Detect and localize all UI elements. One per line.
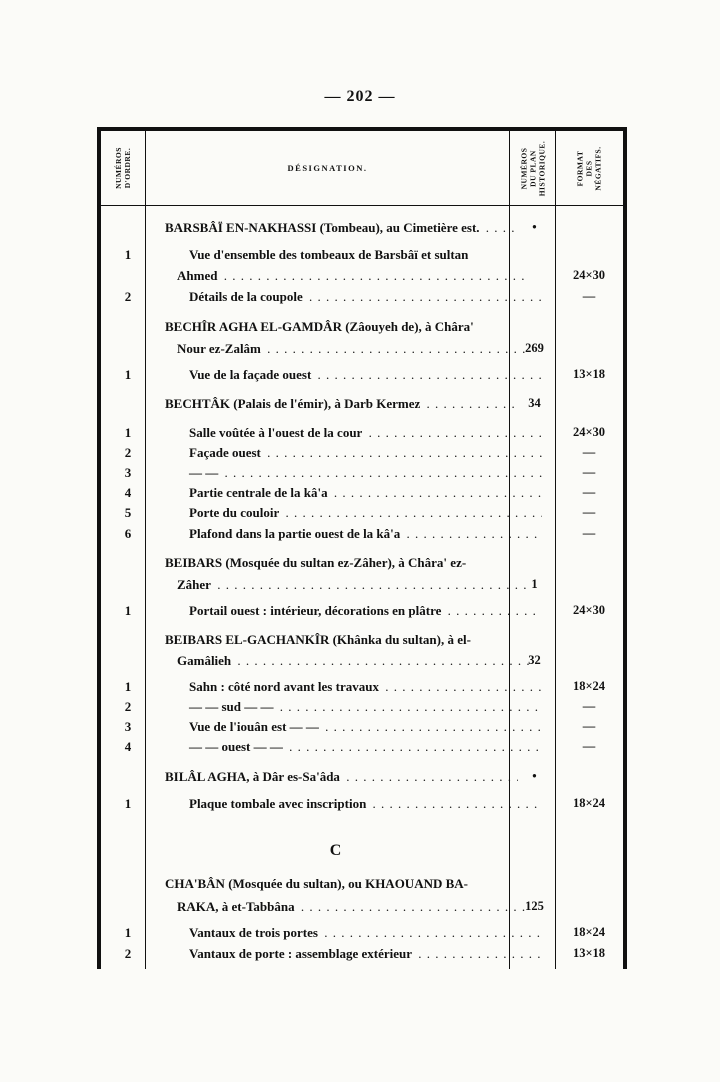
table-row bbox=[97, 218, 627, 237]
row-designation-text: BARSBÂÏ EN-NAKHASSI (Tombeau), au Cimetière est. bbox=[165, 220, 480, 235]
row-designation-text: Porte du couloir bbox=[189, 505, 280, 520]
row-negative-format: — bbox=[582, 289, 596, 303]
table-row bbox=[97, 365, 627, 384]
header-numeros-plan-line2: DU PLAN bbox=[528, 149, 537, 187]
row-number: 3 bbox=[124, 719, 132, 734]
row-designation bbox=[159, 630, 518, 649]
row-number: 1 bbox=[124, 425, 132, 440]
table-row bbox=[97, 897, 627, 916]
row-designation-text: BECHÎR AGHA EL-GAMDÂR (Zâouyeh de), à Châra' bbox=[165, 319, 474, 334]
row-negative-format: 18×24 bbox=[572, 679, 606, 693]
row-designation bbox=[159, 697, 542, 716]
row-designation bbox=[159, 717, 542, 736]
row-designation-text: Salle voûtée à l'ouest de la cour bbox=[189, 425, 363, 440]
row-designation-text: — — ouest — — bbox=[189, 739, 283, 754]
table-row bbox=[97, 463, 627, 482]
row-designation-text: — — sud — — bbox=[189, 699, 274, 714]
row-designation bbox=[159, 423, 542, 442]
row-negative-format: — bbox=[582, 699, 596, 713]
table-row bbox=[97, 503, 627, 522]
header-format-negatifs-line3: NÉGATIFS. bbox=[593, 145, 603, 191]
row-designation-text: Nour ez-Zalâm bbox=[177, 341, 261, 356]
row-designation-text: Plaque tombale avec inscription bbox=[189, 796, 367, 811]
row-designation bbox=[159, 524, 542, 543]
table-row bbox=[97, 317, 627, 336]
header-numeros-plan-line3: HISTORIQUE. bbox=[537, 140, 546, 196]
table-row bbox=[97, 245, 627, 264]
row-designation bbox=[159, 897, 530, 916]
row-designation bbox=[159, 245, 542, 264]
header-format-negatifs bbox=[556, 131, 623, 205]
table-row bbox=[97, 423, 627, 442]
row-negative-format: — bbox=[582, 445, 596, 459]
header-designation bbox=[146, 131, 509, 205]
row-number: 1 bbox=[124, 925, 132, 940]
table-row bbox=[97, 717, 627, 736]
row-plan-number: 1 bbox=[531, 577, 538, 591]
row-designation bbox=[159, 794, 542, 813]
row-negative-format: 13×18 bbox=[572, 946, 606, 960]
header-designation-label: DÉSIGNATION. bbox=[287, 163, 368, 173]
row-designation-text: BILÂL AGHA, à Dâr es-Sa'âda bbox=[165, 769, 340, 784]
row-number: 4 bbox=[124, 739, 132, 754]
table-row bbox=[97, 553, 627, 572]
table-row bbox=[97, 575, 627, 594]
table-row bbox=[97, 944, 627, 963]
table-row bbox=[97, 266, 627, 285]
table-row bbox=[97, 287, 627, 306]
row-designation bbox=[159, 483, 542, 502]
row-number: 1 bbox=[124, 796, 132, 811]
row-number: 6 bbox=[124, 526, 132, 541]
row-designation bbox=[159, 677, 542, 696]
row-number: 2 bbox=[124, 699, 132, 714]
row-negative-format: — bbox=[582, 739, 596, 753]
row-designation-text: Portail ouest : intérieur, décorations en plâtre bbox=[189, 603, 442, 618]
table-row bbox=[97, 443, 627, 462]
row-designation bbox=[159, 553, 518, 572]
row-designation bbox=[159, 601, 542, 620]
row-designation-text: Vantaux de trois portes bbox=[189, 925, 318, 940]
header-format-negatifs-line2: DES bbox=[584, 159, 594, 177]
table-row bbox=[97, 677, 627, 696]
row-number: 3 bbox=[124, 465, 132, 480]
row-designation-text: Sahn : côté nord avant les travaux bbox=[189, 679, 379, 694]
catalogue-table bbox=[97, 127, 627, 969]
row-number: 2 bbox=[124, 289, 132, 304]
row-number: 1 bbox=[124, 603, 132, 618]
row-negative-format: — bbox=[582, 526, 596, 540]
table-row bbox=[97, 767, 627, 786]
row-number: 1 bbox=[124, 679, 132, 694]
row-designation-text: Vue d'ensemble des tombeaux de Barsbâï et sultan bbox=[189, 247, 469, 262]
row-plan-number: 125 bbox=[525, 899, 544, 913]
table-row bbox=[97, 923, 627, 942]
table-row bbox=[97, 651, 627, 670]
row-designation-text: RAKA, à et-Tabbâna bbox=[177, 899, 295, 914]
row-designation bbox=[159, 317, 518, 336]
header-separator bbox=[97, 205, 627, 206]
row-negative-format: 18×24 bbox=[572, 796, 606, 810]
header-numeros-plan bbox=[510, 131, 555, 205]
row-designation-text: Façade ouest bbox=[189, 445, 261, 460]
row-designation bbox=[159, 287, 542, 306]
table-row bbox=[97, 794, 627, 813]
row-number: 5 bbox=[124, 505, 132, 520]
row-designation bbox=[159, 339, 530, 358]
row-negative-format: — bbox=[582, 719, 596, 733]
header-numeros-ordre-line2: D'ORDRE. bbox=[123, 147, 132, 189]
row-designation bbox=[159, 503, 542, 522]
row-negative-format: — bbox=[582, 505, 596, 519]
header-numeros-ordre bbox=[101, 131, 145, 205]
row-number: 1 bbox=[124, 367, 132, 382]
row-designation-text: CHA'BÂN (Mosquée du sultan), ou KHAOUAND BA- bbox=[165, 876, 468, 891]
table-row bbox=[97, 394, 627, 413]
row-negative-format: 24×30 bbox=[572, 268, 606, 282]
row-designation-text: BEIBARS EL-GACHANKÎR (Khânka du sultan), à el- bbox=[165, 632, 471, 647]
header-format-negatifs-line1: FORMAT bbox=[575, 150, 585, 186]
header-numeros-ordre-line1: NUMÉROS bbox=[114, 147, 123, 189]
row-designation bbox=[159, 463, 542, 482]
table-row bbox=[97, 874, 627, 893]
table-row bbox=[97, 697, 627, 716]
row-number: 4 bbox=[124, 485, 132, 500]
section-letter-c: C bbox=[329, 842, 342, 859]
row-designation-text: Détails de la coupole bbox=[189, 289, 303, 304]
table-row bbox=[97, 483, 627, 502]
row-negative-format: 18×24 bbox=[572, 925, 606, 939]
row-negative-format: 24×30 bbox=[572, 603, 606, 617]
row-number: 2 bbox=[124, 946, 132, 961]
row-designation-text: Vue de l'iouân est — — bbox=[189, 719, 319, 734]
row-plan-number: • bbox=[532, 769, 537, 783]
row-designation-text: Plafond dans la partie ouest de la kâ'a bbox=[189, 526, 401, 541]
row-designation-text: BEIBARS (Mosquée du sultan ez-Zâher), à Châra' ez- bbox=[165, 555, 467, 570]
row-designation bbox=[159, 266, 530, 285]
row-designation-text: Vue de la façade ouest bbox=[189, 367, 312, 382]
table-row bbox=[97, 601, 627, 620]
row-designation bbox=[159, 874, 518, 893]
row-number: 1 bbox=[124, 247, 132, 262]
row-designation bbox=[159, 575, 530, 594]
row-plan-number: 32 bbox=[528, 653, 541, 667]
row-designation-text: Ahmed bbox=[177, 268, 218, 283]
row-designation bbox=[159, 737, 542, 756]
row-designation bbox=[159, 365, 542, 384]
row-designation bbox=[159, 218, 518, 237]
row-plan-number: • bbox=[532, 220, 537, 234]
row-designation bbox=[159, 443, 542, 462]
row-negative-format: — bbox=[582, 485, 596, 499]
row-designation-text: Partie centrale de la kâ'a bbox=[189, 485, 328, 500]
row-negative-format: 24×30 bbox=[572, 425, 606, 439]
row-designation bbox=[159, 651, 530, 670]
row-number: 2 bbox=[124, 445, 132, 460]
row-designation bbox=[159, 767, 518, 786]
row-plan-number: 269 bbox=[525, 341, 544, 355]
row-designation-text: Vantaux de porte : assemblage extérieur bbox=[189, 946, 413, 961]
row-plan-number: 34 bbox=[528, 396, 541, 410]
row-negative-format: — bbox=[582, 465, 596, 479]
table-row bbox=[97, 339, 627, 358]
table-row bbox=[97, 737, 627, 756]
row-designation bbox=[159, 394, 518, 413]
row-designation-text: — — bbox=[189, 465, 219, 480]
header-numeros-plan-line1: NUMÉROS bbox=[519, 147, 528, 189]
table-row bbox=[97, 524, 627, 543]
row-designation-text: Gamâlieh bbox=[177, 653, 232, 668]
row-designation bbox=[159, 923, 542, 942]
table-row bbox=[97, 630, 627, 649]
row-negative-format: 13×18 bbox=[572, 367, 606, 381]
row-designation bbox=[159, 944, 542, 963]
page-number: — 202 — bbox=[324, 88, 396, 105]
row-designation-text: BECHTÂK (Palais de l'émir), à Darb Kermez bbox=[165, 396, 421, 411]
row-designation-text: Zâher bbox=[177, 577, 211, 592]
